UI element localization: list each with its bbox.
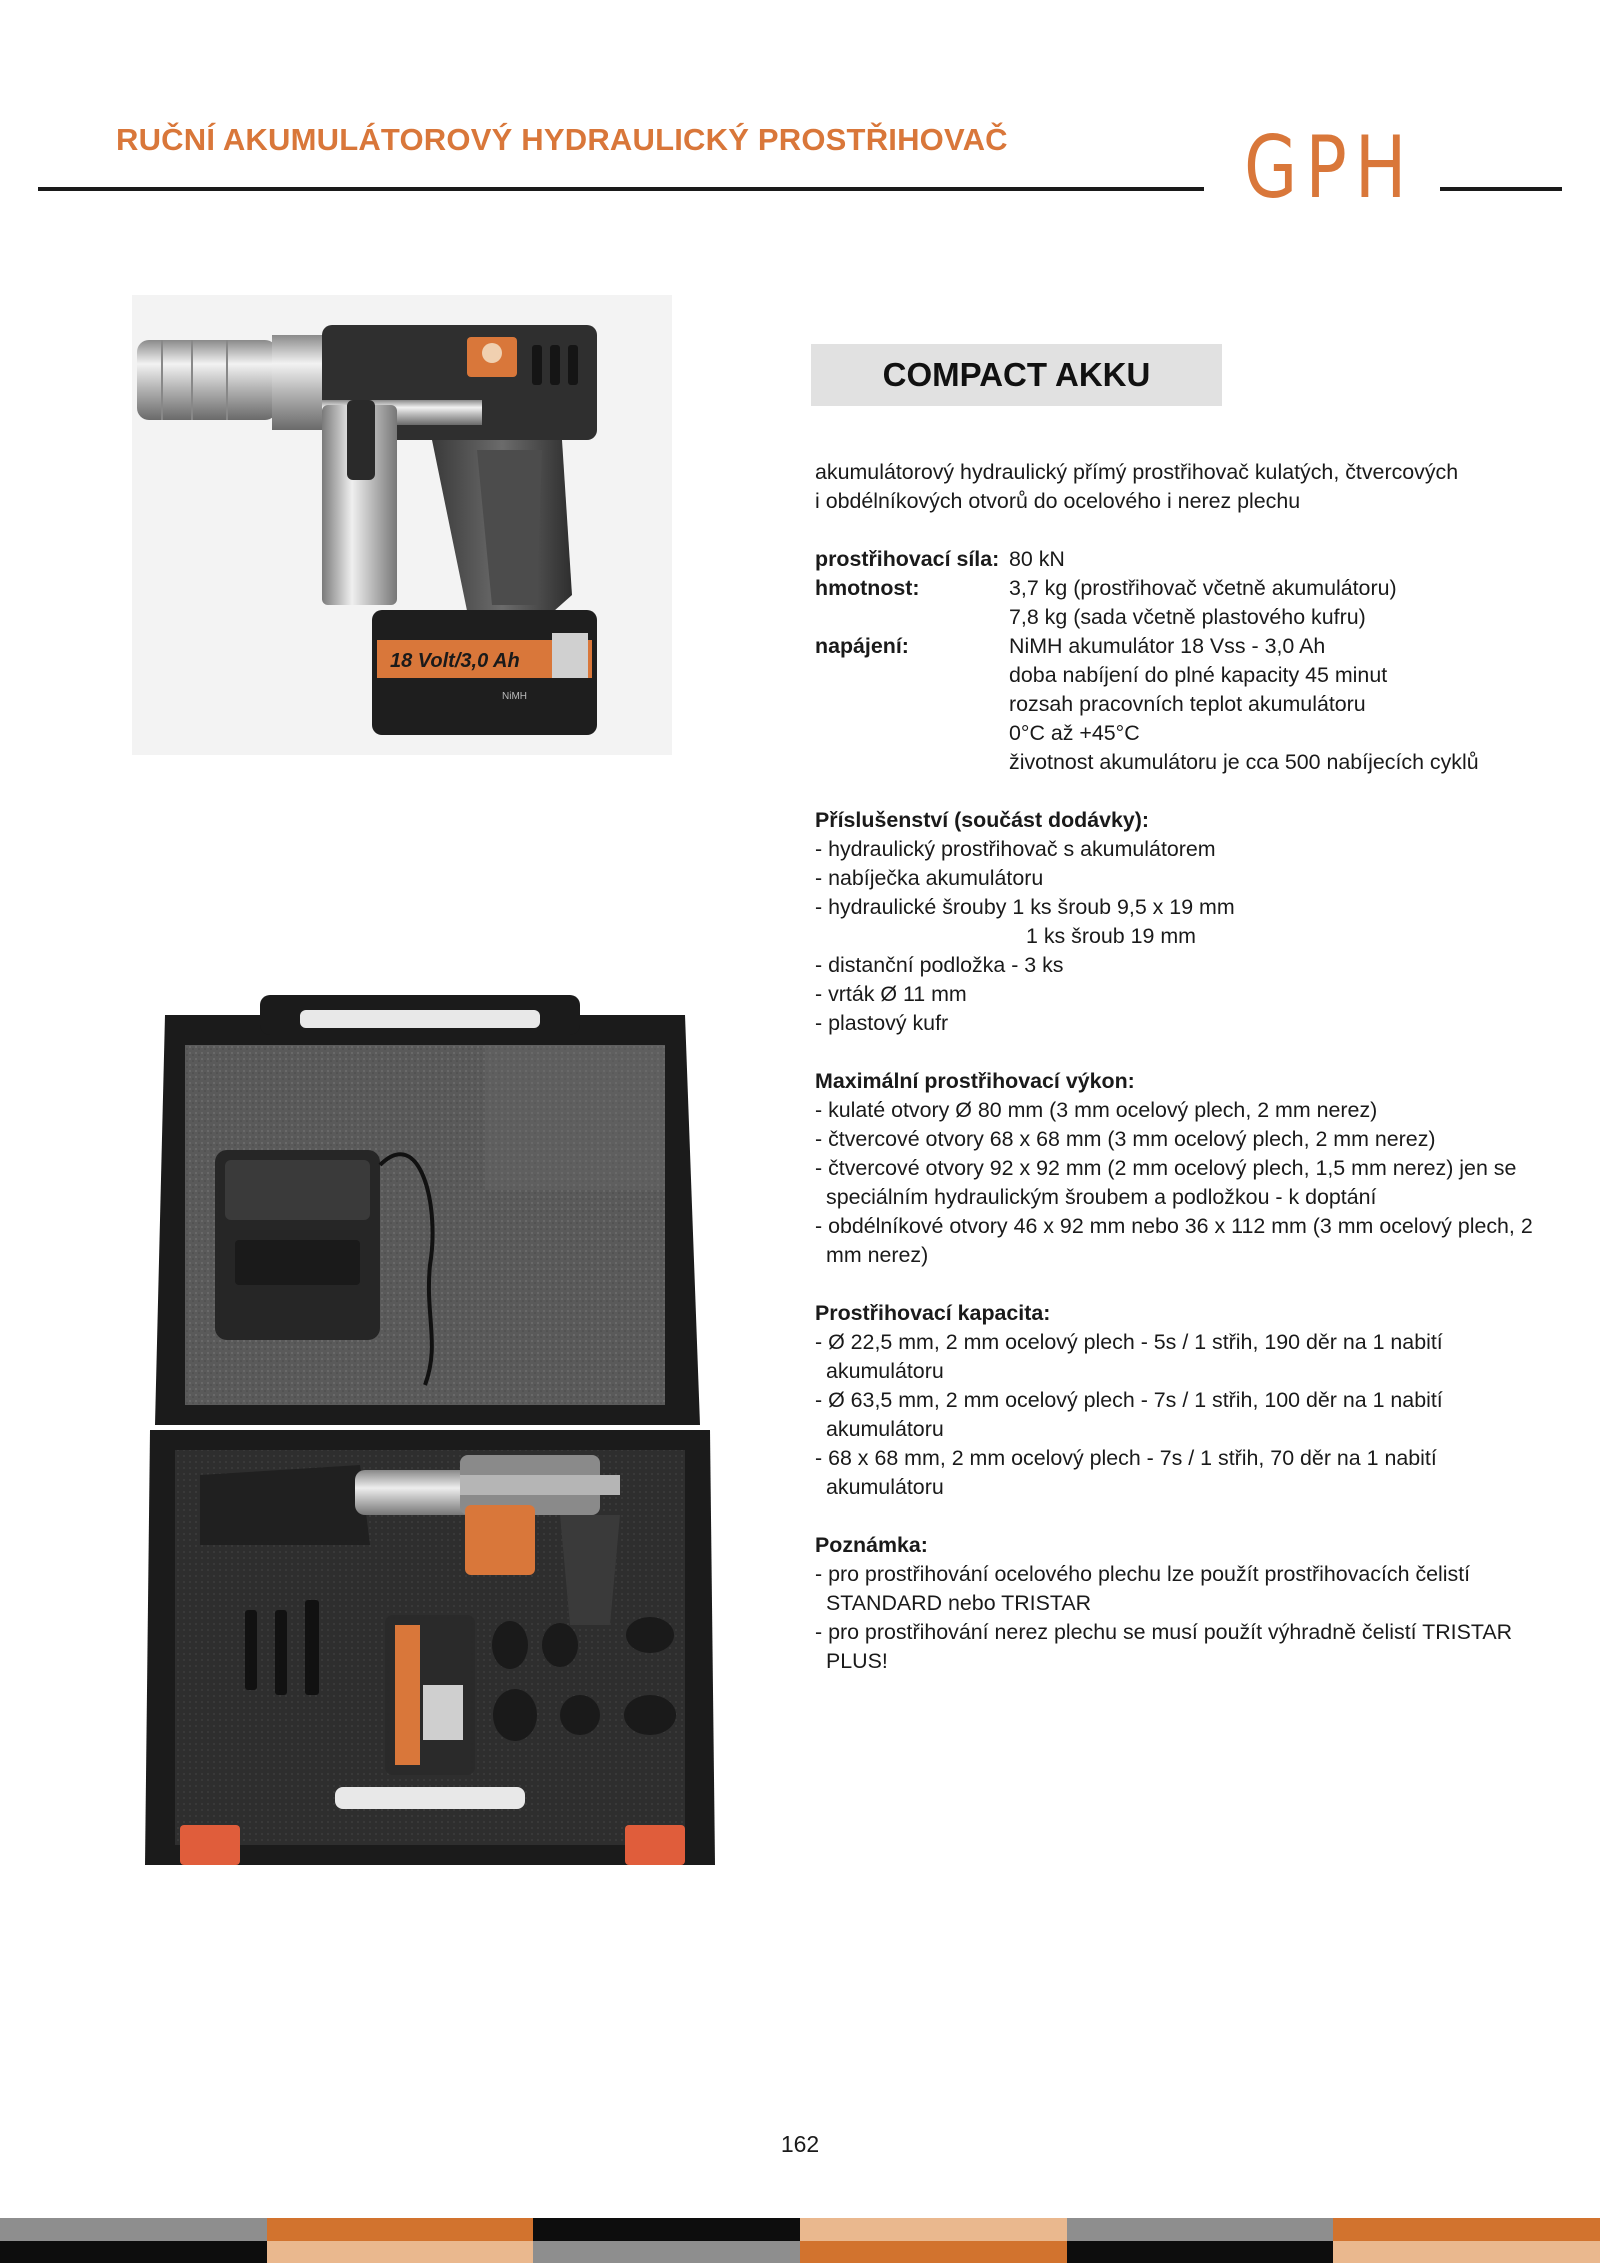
list-item: - čtvercové otvory 68 x 68 mm (3 mm ocelový plech, 2 mm nerez) <box>815 1127 1436 1151</box>
note-heading: Poznámka: <box>815 1533 928 1557</box>
spec-value: 0°C až +45°C <box>1009 721 1140 745</box>
list-item: - nabíječka akumulátoru <box>815 866 1044 890</box>
product-name: COMPACT AKKU <box>882 356 1151 393</box>
list-item: - kulaté otvory Ø 80 mm (3 mm ocelový plech, 2 mm nerez) <box>815 1098 1378 1122</box>
accessories-heading: Příslušenství (součást dodávky): <box>815 808 1150 832</box>
header-rule-right <box>1440 187 1562 191</box>
list-item: - čtvercové otvory 92 x 92 mm (2 mm ocelový plech, 1,5 mm nerez) jen se speciálním hydraulickým šroubem a podložkou - k doptání <box>815 1156 1517 1209</box>
battery-label: 18 Volt/3,0 Ah <box>390 650 520 672</box>
list-item: - hydraulický prostřihovač s akumulátorem <box>815 837 1216 861</box>
capacity-heading: Prostřihovací kapacita: <box>815 1301 1051 1325</box>
list-item: - Ø 63,5 mm, 2 mm ocelový plech - 7s / 1 střih, 100 děr na 1 nabití akumulátoru <box>815 1388 1443 1441</box>
list-item: - pro prostřihování nerez plechu se musí použít výhradně čelistí TRISTAR PLUS! <box>815 1620 1513 1673</box>
list-item: - obdélníkové otvory 46 x 92 mm nebo 36 x 112 mm (3 mm ocelový plech, 2 mm nerez) <box>815 1214 1533 1267</box>
list-item: - plastový kufr <box>815 1011 949 1035</box>
spec-value: rozsah pracovních teplot akumulátoru <box>1009 692 1366 716</box>
spec-label: napájení: <box>815 634 909 658</box>
brand-logo: GPH <box>1244 118 1415 218</box>
footer-stripe-block <box>533 2218 800 2263</box>
list-item: 1 ks šroub 19 mm <box>1026 924 1196 948</box>
case-photo <box>140 985 720 1885</box>
battery-sublabel: NiMH <box>502 691 527 702</box>
footer-stripe-block <box>1067 2218 1334 2263</box>
max-output-heading: Maximální prostřihovací výkon: <box>815 1069 1135 1093</box>
footer-stripe-block <box>1333 2218 1600 2263</box>
list-item: - pro prostřihování ocelového plechu lze použít prostřihovacích čelistí STANDARD nebo TRISTAR <box>815 1562 1471 1615</box>
product-description <box>815 458 1535 1676</box>
list-item: - distanční podložka - 3 ks <box>815 953 1064 977</box>
spec-label: hmotnost: <box>815 576 920 600</box>
page-number: 162 <box>780 2131 820 2157</box>
spec-row-weight <box>815 574 1535 632</box>
list-item: - Ø 22,5 mm, 2 mm ocelový plech - 5s / 1 střih, 190 děr na 1 nabití akumulátoru <box>815 1330 1443 1383</box>
spec-value: 80 kN <box>1009 547 1065 571</box>
spec-value: životnost akumulátoru je cca 500 nabíjecích cyklů <box>1009 750 1479 774</box>
product-name-box <box>811 344 1222 406</box>
header-rule-left <box>38 187 1204 191</box>
spec-value: 3,7 kg (prostřihovač včetně akumulátoru) <box>1009 576 1397 600</box>
footer-stripe-block <box>267 2218 534 2263</box>
intro-line: akumulátorový hydraulický přímý prostřihovač kulatých, čtvercových <box>815 460 1459 484</box>
spec-label: prostřihovací síla: <box>815 547 1000 571</box>
intro-line: i obdélníkových otvorů do ocelového i nerez plechu <box>815 489 1301 513</box>
drill-photo <box>132 295 672 755</box>
footer-stripe-block <box>0 2218 267 2263</box>
spec-row-power <box>815 632 1535 777</box>
list-item: - 68 x 68 mm, 2 mm ocelový plech - 7s / 1 střih, 70 děr na 1 nabití akumulátoru <box>815 1446 1437 1499</box>
page-header-title: RUČNÍ AKUMULÁTOROVÝ HYDRAULICKÝ PROSTŘIHOVAČ <box>116 122 1008 157</box>
list-item: - hydraulické šrouby 1 ks šroub 9,5 x 19 mm <box>815 895 1235 919</box>
spec-value: doba nabíjení do plné kapacity 45 minut <box>1009 663 1388 687</box>
spec-value: NiMH akumulátor 18 Vss - 3,0 Ah <box>1009 634 1326 658</box>
footer-stripe-block <box>800 2218 1067 2263</box>
list-item: - vrták Ø 11 mm <box>815 982 967 1006</box>
spec-row-force <box>815 545 1535 574</box>
spec-value: 7,8 kg (sada včetně plastového kufru) <box>1009 605 1366 629</box>
